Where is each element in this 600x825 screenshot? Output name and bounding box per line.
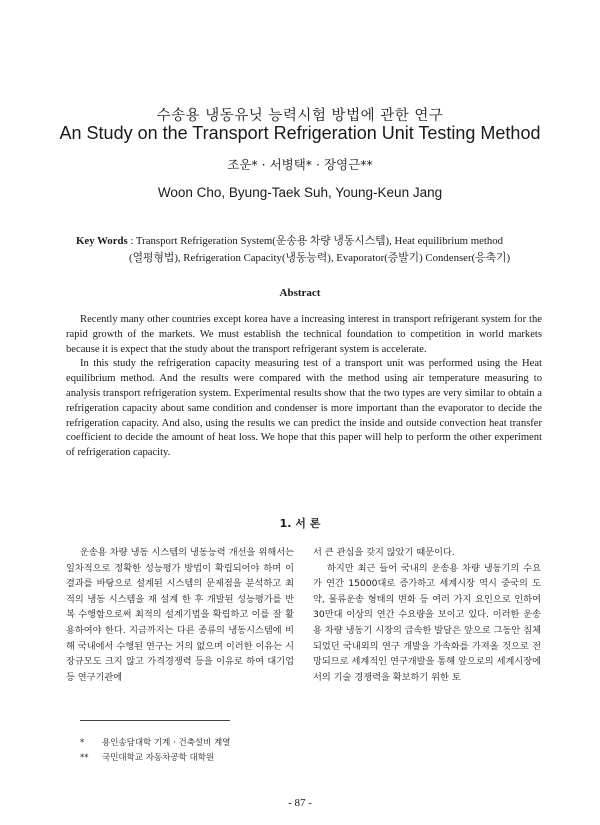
section-heading-introduction: 1. 서 론 xyxy=(279,517,321,530)
title-korean: 수송용 냉동유닛 능력시험 방법에 관한 연구 xyxy=(156,108,444,124)
body-column-left xyxy=(66,545,294,685)
page-number: - 87 - xyxy=(288,797,312,809)
keywords-block xyxy=(76,233,546,267)
body-paragraph-continued: 서 큰 관심을 갖지 않았기 때문이다. xyxy=(313,547,455,558)
title-english: An Study on the Transport Refrigeration Unit Testing Method xyxy=(59,123,541,143)
abstract-body xyxy=(66,313,542,461)
body-paragraph: 운송용 차량 냉동 시스템의 냉동능력 개선을 위해서는 일차적으로 정확한 성능평가 방법이 확립되어야 하며 이 결과를 바탕으로 설계된 시스템의 문제점을 분석하고 최적의 냉동 시스템을 재 설계 한 후 개발된 성능평가를 반복 수행함으로써 최적의 설계기법을 확립하고 이를 잘 활용하여야 한다. 지금까지는 다른 종류의 냉동시스템에 비해 국내에서 수행된 연구는 거의 없으며 이러한 이유는 시장규모도 크지 않고 가격경쟁력 등을 이유로 하여 대기업 등 연구기관에 xyxy=(66,547,294,683)
footnote-item xyxy=(80,736,380,751)
footnote-divider xyxy=(80,720,230,721)
body-paragraph: 하지만 최근 들어 국내의 운송용 차량 냉동기의 수요가 연간 15000대로 증가하고 세계시장 역시 중국의 도약, 물류운송 형태의 변화 등 여러 가지 요인으로 인하여 30만대 이상의 연간 수요량을 보이고 있다. 이러한 운송용 차량 냉동기 시장의 급속한 발달은 앞으로 그동안 침체되었던 국내외의 연구 개발을 가속화를 가져올 것으로 전망되므로 세계적인 연구개발을 통해 앞으로의 세계시장에서의 기술 경쟁력을 확보하기 위한 토 xyxy=(313,562,541,683)
abstract-heading: Abstract xyxy=(279,287,321,299)
footnote-text: 용인송담대학 기계 · 건축설비 계열 xyxy=(102,738,231,748)
authors-english: Woon Cho, Byung-Taek Suh, Young-Keun Jang xyxy=(157,185,443,200)
abstract-paragraph: Recently many other countries except korea have a increasing interest in transport refrigerant system for the rapid growth of the markets. We must establish the technical foundation to competition in world markets because it is expect that the study about the transport refrigerant system is accelerate. xyxy=(66,314,542,355)
abstract-paragraph: In this study the refrigeration capacity measuring test of a transport unit was performed using the Heat equilibrium method. And the results were compared with the method using air temperature measuring to analysis transport refrigeration system. Experimental results show that the two types are very similar to obtain a refrigeration capacity about same condition and condenser is more important than the evaporator to decide the refrigeration capacity. And also, using the results we can predict the inside and outside convection heat transfer coefficient to decide the amount of heat loss. We hope that this paper will help to perform the other experiment of refrigeration capacity. xyxy=(66,358,542,459)
authors-korean: 조운* · 서병택* · 장영근** xyxy=(227,157,373,172)
keywords-line-1: : Transport Refrigeration System(운송용 차량 냉동시스템), Heat equilibrium method xyxy=(130,235,504,247)
keywords-line-2: (열평형법), Refrigeration Capacity(냉동능력), Evaporator(증발기) Condenser(응축기) xyxy=(129,252,511,264)
footnotes xyxy=(80,736,380,766)
footnote-text: 국민대학교 자동차공학 대학원 xyxy=(102,753,215,763)
body-column-right xyxy=(313,545,541,685)
footnote-mark: * xyxy=(80,738,85,748)
keywords-label: Key Words xyxy=(76,235,128,247)
footnote-mark: ** xyxy=(80,753,89,763)
footnote-item xyxy=(80,751,380,766)
